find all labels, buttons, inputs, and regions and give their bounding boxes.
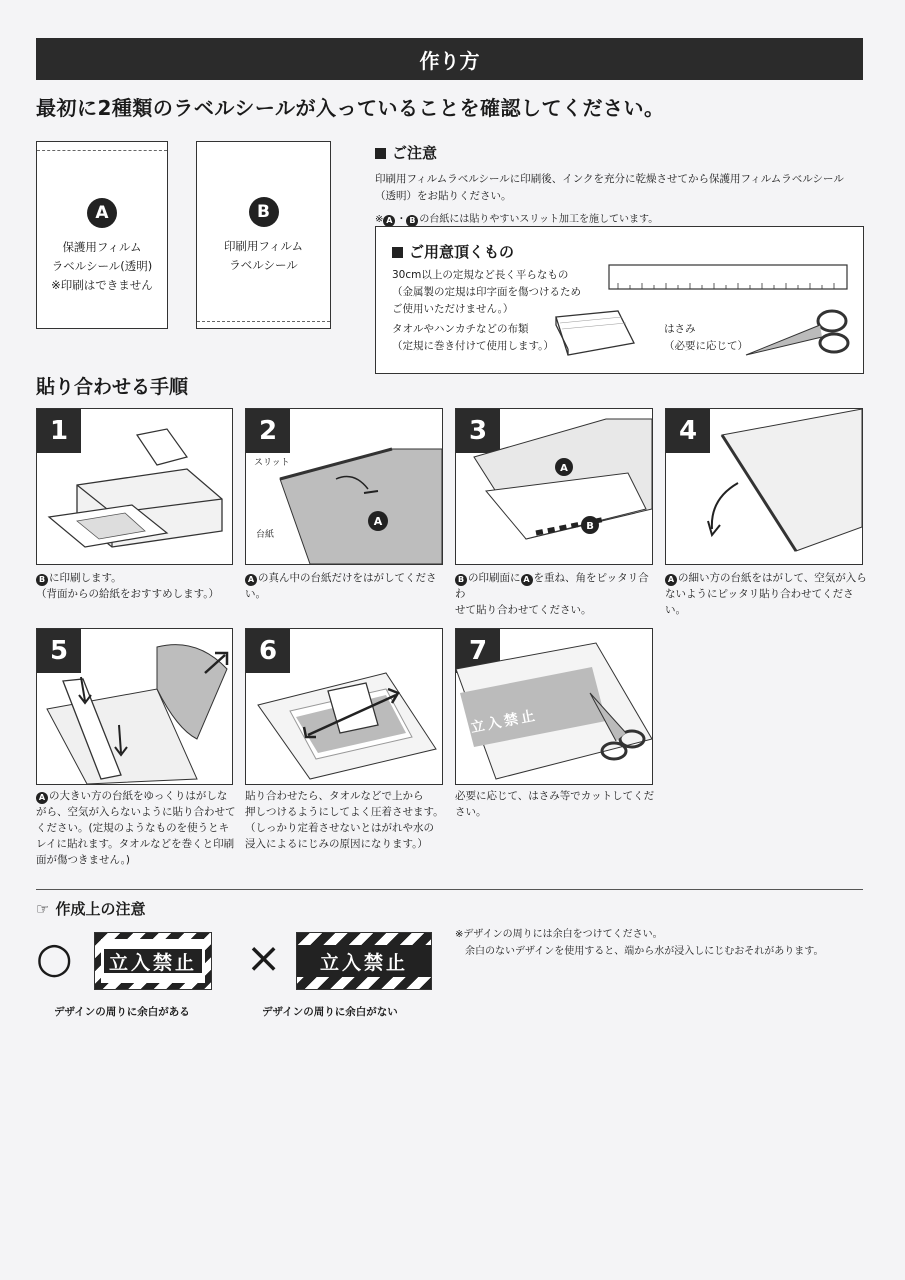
prep-title: ご用意頂くもの [409, 243, 515, 261]
step-6-number: 6 [246, 629, 290, 673]
badge-b-icon: B [36, 574, 48, 586]
towel-icon [548, 307, 640, 359]
step-5-caption-line3: ください。(定規のようなものを使うとキ [36, 822, 230, 834]
step-4-panel [665, 408, 863, 565]
square-icon [392, 247, 403, 258]
notes-line3-rest: の台紙には貼りやすいスリット加工を施しています。 [419, 214, 659, 225]
step-6-caption-line3: （しっかり定着させないとはがれや水の [245, 822, 434, 834]
sheet-b-line2: ラベルシール [229, 258, 298, 272]
step-3-caption-line2: せて貼り合わせてください。 [455, 604, 592, 616]
prep-scissors-line2: （必要に応じて） [664, 340, 748, 352]
prep-scissors-line1: はさみ [664, 323, 696, 335]
cut-illustration [456, 629, 652, 784]
good-label: デザインの周りに余白がある [54, 1006, 190, 1018]
ruler-icon [608, 263, 850, 293]
badge-a-icon: A [383, 215, 395, 227]
notes-section [375, 142, 865, 228]
step-1-number: 1 [37, 409, 81, 453]
step-6-panel [245, 628, 443, 785]
pointing-hand-icon: ☞ [36, 900, 50, 918]
lead-text: 最初に2種類のラベルシールが入っていることを確認してください。 [36, 96, 665, 120]
caution-note-line2: 余白のないデザインを使用すると、端から水が浸入しにじむおそれがあります。 [465, 946, 824, 957]
sheet-a-line2: ラベルシール(透明) [51, 259, 153, 273]
page-title-bar [36, 38, 863, 80]
step-3-caption-line1a: の印刷面に [468, 572, 521, 584]
printer-illustration [37, 409, 232, 564]
step-2-caption [245, 570, 445, 602]
sheet-b [196, 141, 331, 329]
badge-a-icon: A [36, 792, 48, 804]
bad-example-sign [296, 932, 432, 990]
step-7-caption [455, 788, 655, 820]
badge-a: A [87, 198, 117, 228]
peel-illustration [246, 409, 442, 564]
step-1-panel [36, 408, 233, 565]
scissors-icon [742, 303, 854, 363]
caution-note [455, 926, 824, 960]
badge-a-icon: A [521, 574, 533, 586]
step-4-caption-line1: の細い方の台紙をはがして、空気が入ら [678, 572, 867, 584]
step-1-caption [36, 570, 236, 602]
step-7-number: 7 [456, 629, 500, 673]
divider [36, 889, 863, 890]
step-5-caption-line5: 面が傷つきません。) [36, 854, 130, 866]
square-icon [375, 148, 386, 159]
step-5-panel [36, 628, 233, 785]
step-5-number: 5 [37, 629, 81, 673]
svg-text:A: A [560, 463, 568, 474]
step-3-caption-line1b: を重ね、角をピッタリ合わ [455, 572, 649, 600]
step-6-caption [245, 788, 445, 852]
bad-label: デザインの周りに余白がない [262, 1006, 398, 1018]
badge-b: B [249, 197, 279, 227]
bad-mark: × [246, 933, 282, 982]
badge-a-icon: A [245, 574, 257, 586]
svg-text:B: B [586, 521, 594, 532]
caution-header [36, 898, 145, 919]
step-2-number: 2 [246, 409, 290, 453]
step-2-slit-label: スリット [254, 458, 290, 468]
overlay-illustration [456, 409, 652, 564]
step-7-caption-line2: さい。 [455, 806, 487, 818]
step-6-caption-line1: 貼り合わせたら、タオルなどで上から [245, 790, 424, 802]
caution-note-line1: ※デザインの周りには余白をつけてください。 [455, 929, 663, 940]
step-1-caption-line1: に印刷します。 [49, 572, 122, 584]
step-6-caption-line4: 浸入によるにじみの原因になります。） [245, 838, 428, 850]
notes-line2: （透明）をお貼りください。 [375, 190, 512, 202]
badge-b-icon: B [406, 215, 418, 227]
notes-line3-prefix: ※ [375, 214, 384, 225]
good-example-sign [94, 932, 212, 990]
peel-strip-illustration [666, 409, 862, 564]
notes-line1: 印刷用フィルムラベルシールに印刷後、インクを充分に乾燥させてから保護用フィルムラベルシール [375, 173, 844, 185]
notes-line3-dot: ・ [396, 214, 407, 225]
step-3-panel [455, 408, 653, 565]
step-3-caption [455, 570, 655, 618]
step-4-caption-line2: ないようにピッタリ貼り合わせてください。 [665, 588, 854, 616]
step-2-caption-line1: の真ん中の台紙だけをはがしてください。 [245, 572, 437, 600]
step-1-caption-line2: （背面からの給紙をおすすめします。） [36, 588, 220, 600]
caution-title: 作成上の注意 [55, 900, 146, 918]
step-5-caption [36, 788, 236, 868]
good-mark: ○ [36, 933, 73, 982]
prep-towel-line1: タオルやハンカチなどの布類 [392, 323, 529, 335]
step-3-number: 3 [456, 409, 500, 453]
step-7-sign-text: 立入禁止 [469, 707, 540, 737]
bad-sign-text: 立入禁止 [297, 945, 431, 977]
svg-text:A: A [373, 515, 383, 528]
sheet-a [36, 141, 168, 329]
step-2-base-label: 台紙 [256, 530, 275, 540]
step-4-number: 4 [666, 409, 710, 453]
page-title: 作り方 [419, 48, 480, 73]
step-5-caption-line1: の大きい方の台紙をゆっくりはがしな [49, 790, 228, 802]
sheet-a-line1: 保護用フィルム [62, 240, 142, 254]
sheet-a-line3: ※印刷はできません [51, 278, 153, 292]
press-illustration [246, 629, 442, 784]
step-7-panel [455, 628, 653, 785]
prep-ruler-line1: 30cm以上の定規など長く平らなもの [392, 269, 569, 281]
step-4-caption [665, 570, 870, 618]
prep-box [375, 226, 864, 374]
step-2-panel [245, 408, 443, 565]
badge-a-icon: A [665, 574, 677, 586]
prep-ruler-line2: （金属製の定規は印字面を傷つけるため [392, 286, 581, 298]
badge-b-icon: B [455, 574, 467, 586]
sheet-b-line1: 印刷用フィルム [223, 239, 304, 253]
prep-towel-line2: （定規に巻き付けて使用します。） [392, 340, 554, 352]
good-sign-text: 立入禁止 [104, 949, 202, 973]
section-steps-title: 貼り合わせる手順 [36, 376, 189, 398]
ruler-press-illustration [37, 629, 232, 784]
step-6-caption-line2: 押しつけるようにしてよく圧着させます。 [245, 806, 444, 818]
step-5-caption-line4: レイに貼れます。タオルなどを巻くと印刷 [36, 838, 235, 850]
step-7-caption-line1: 必要に応じて、はさみ等でカットしてくだ [455, 790, 655, 802]
step-5-caption-line2: がら、空気が入らないように貼り合わせて [36, 806, 236, 818]
notes-title: ご注意 [392, 144, 438, 162]
prep-ruler-line3: ご使用いただけません。） [392, 303, 514, 315]
